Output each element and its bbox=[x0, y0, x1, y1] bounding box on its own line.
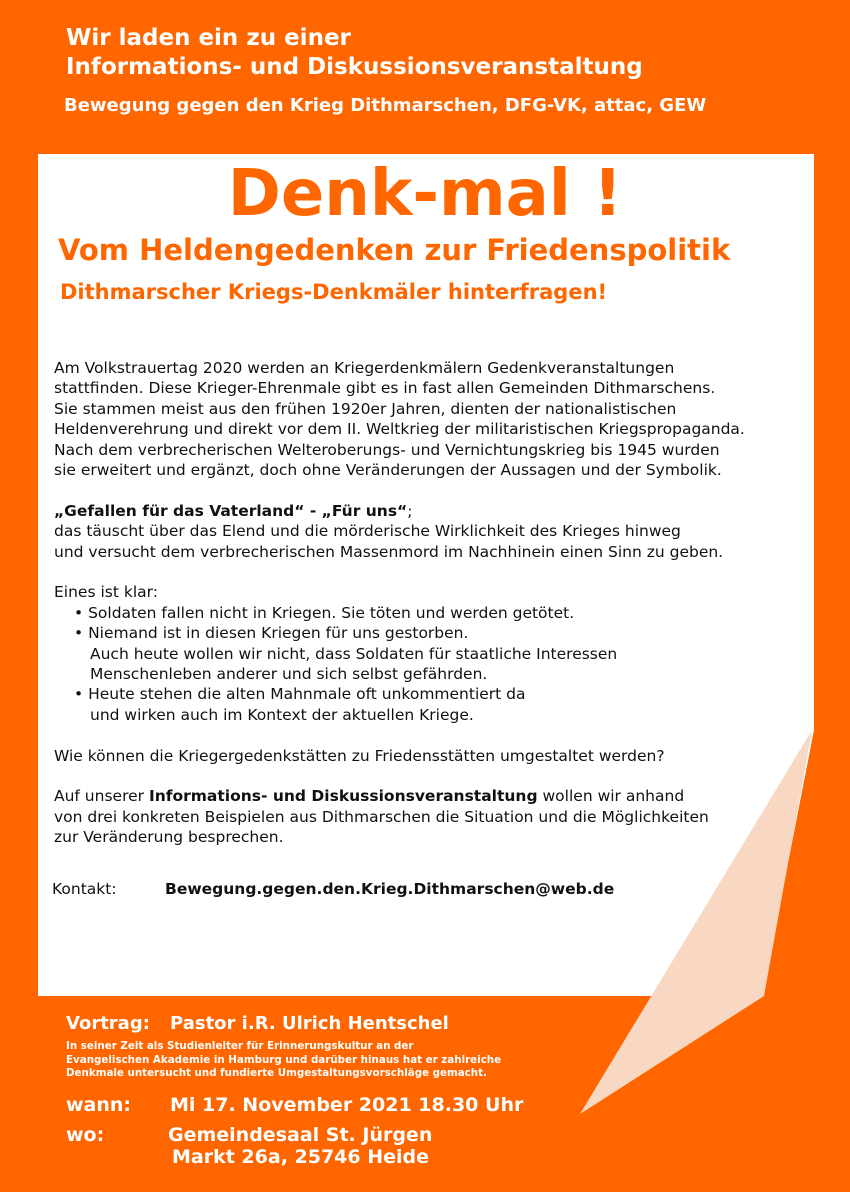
header-line-1: Wir laden ein zu einer bbox=[66, 25, 351, 51]
bullet-continuation: Auch heute wollen wir nicht, dass Soldaten für staatliche Interessen bbox=[90, 644, 618, 663]
body-text bbox=[54, 358, 814, 848]
bio-line: In seiner Zeit als Studienleiter für Erinnerungskultur an der bbox=[66, 1040, 414, 1052]
quote-suffix: ; bbox=[407, 501, 413, 520]
quote-line: und versucht dem verbrecherischen Massenmord im Nachhinein einen Sinn zu geben. bbox=[54, 542, 724, 561]
bullet-item: • Soldaten fallen nicht in Kriegen. Sie töten und werden getötet. bbox=[74, 603, 575, 622]
speaker-bio bbox=[66, 1040, 501, 1081]
organizers: Bewegung gegen den Krieg Dithmarschen, DFG-VK, attac, GEW bbox=[64, 95, 707, 116]
page-title: Denk-mal ! bbox=[227, 157, 623, 231]
speaker-name: Pastor i.R. Ulrich Hentschel bbox=[170, 1013, 449, 1034]
clear-heading: Eines ist klar: bbox=[54, 583, 158, 602]
where-label: wo: bbox=[66, 1124, 105, 1146]
event-line: von drei konkreten Beispielen aus Dithmarschen die Situation und die Möglichkeiten bbox=[54, 807, 709, 826]
event-line: zur Veränderung besprechen. bbox=[54, 828, 284, 847]
quote-line: das täuscht über das Elend und die mörderische Wirklichkeit des Krieges hinweg bbox=[54, 522, 681, 541]
speaker-label: Vortrag: bbox=[66, 1013, 150, 1034]
subtitle: Vom Heldengedenken zur Friedenspolitik bbox=[58, 233, 731, 267]
header-line-2: Informations- und Diskussionsveranstaltung bbox=[66, 54, 643, 80]
intro-line: sie erweitert und ergänzt, doch ohne Veränderungen der Aussagen und der Symbolik. bbox=[54, 461, 722, 480]
contact-email-link[interactable]: Bewegung.gegen.den.Krieg.Dithmarschen@web.de bbox=[165, 880, 615, 898]
intro-line: Nach dem verbrecherischen Welteroberungs- und Vernichtungskrieg bis 1945 wurden bbox=[54, 440, 720, 459]
intro-line: Heldenverehrung und direkt vor dem II. Weltkrieg der militaristischen Kriegspropaganda. bbox=[54, 420, 745, 439]
when-label: wann: bbox=[66, 1094, 132, 1116]
event-suffix: wollen wir anhand bbox=[537, 787, 685, 806]
bullet-item: • Heute stehen die alten Mahnmale oft unkommentiert da bbox=[74, 685, 526, 704]
bio-line: Denkmale untersucht und fundierte Umgestaltungsvorschläge gemacht. bbox=[66, 1067, 487, 1079]
event-prefix: Auf unserer bbox=[54, 787, 149, 806]
bullet-item: • Niemand ist in diesen Kriegen für uns gestorben. bbox=[74, 624, 469, 643]
bullet-continuation: und wirken auch im Kontext der aktuellen Kriege. bbox=[90, 705, 474, 724]
where-address: Markt 26a, 25746 Heide bbox=[172, 1146, 430, 1168]
intro-line: Sie stammen meist aus den frühen 1920er Jahren, dienten der nationalistischen bbox=[54, 399, 677, 418]
when-value: Mi 17. November 2021 18.30 Uhr bbox=[170, 1094, 524, 1116]
contact-label: Kontakt: bbox=[52, 880, 117, 898]
event-line bbox=[54, 786, 814, 806]
where-venue: Gemeindesaal St. Jürgen bbox=[168, 1124, 433, 1146]
subtitle-secondary: Dithmarscher Kriegs-Denkmäler hinterfragen! bbox=[60, 280, 608, 304]
bio-line: Evangelischen Akademie in Hamburg und darüber hinaus hat er zahlreiche bbox=[66, 1053, 502, 1066]
intro-line: stattfinden. Diese Krieger-Ehrenmale gibt es in fast allen Gemeinden Dithmarschens. bbox=[54, 379, 716, 398]
event-bold: Informations- und Diskussionsveranstaltung bbox=[148, 787, 538, 806]
quote-line bbox=[54, 501, 814, 521]
intro-line: Am Volkstrauertag 2020 werden an Kriegerdenkmälern Gedenkveranstaltungen bbox=[54, 359, 675, 377]
quote-bold: „Gefallen für das Vaterland“ - „Für uns“ bbox=[54, 501, 408, 520]
question-text: Wie können die Kriegergedenkstätten zu Friedensstätten umgestaltet werden? bbox=[54, 746, 665, 765]
bullet-continuation: Menschenleben anderer und sich selbst gefährden. bbox=[90, 665, 488, 684]
